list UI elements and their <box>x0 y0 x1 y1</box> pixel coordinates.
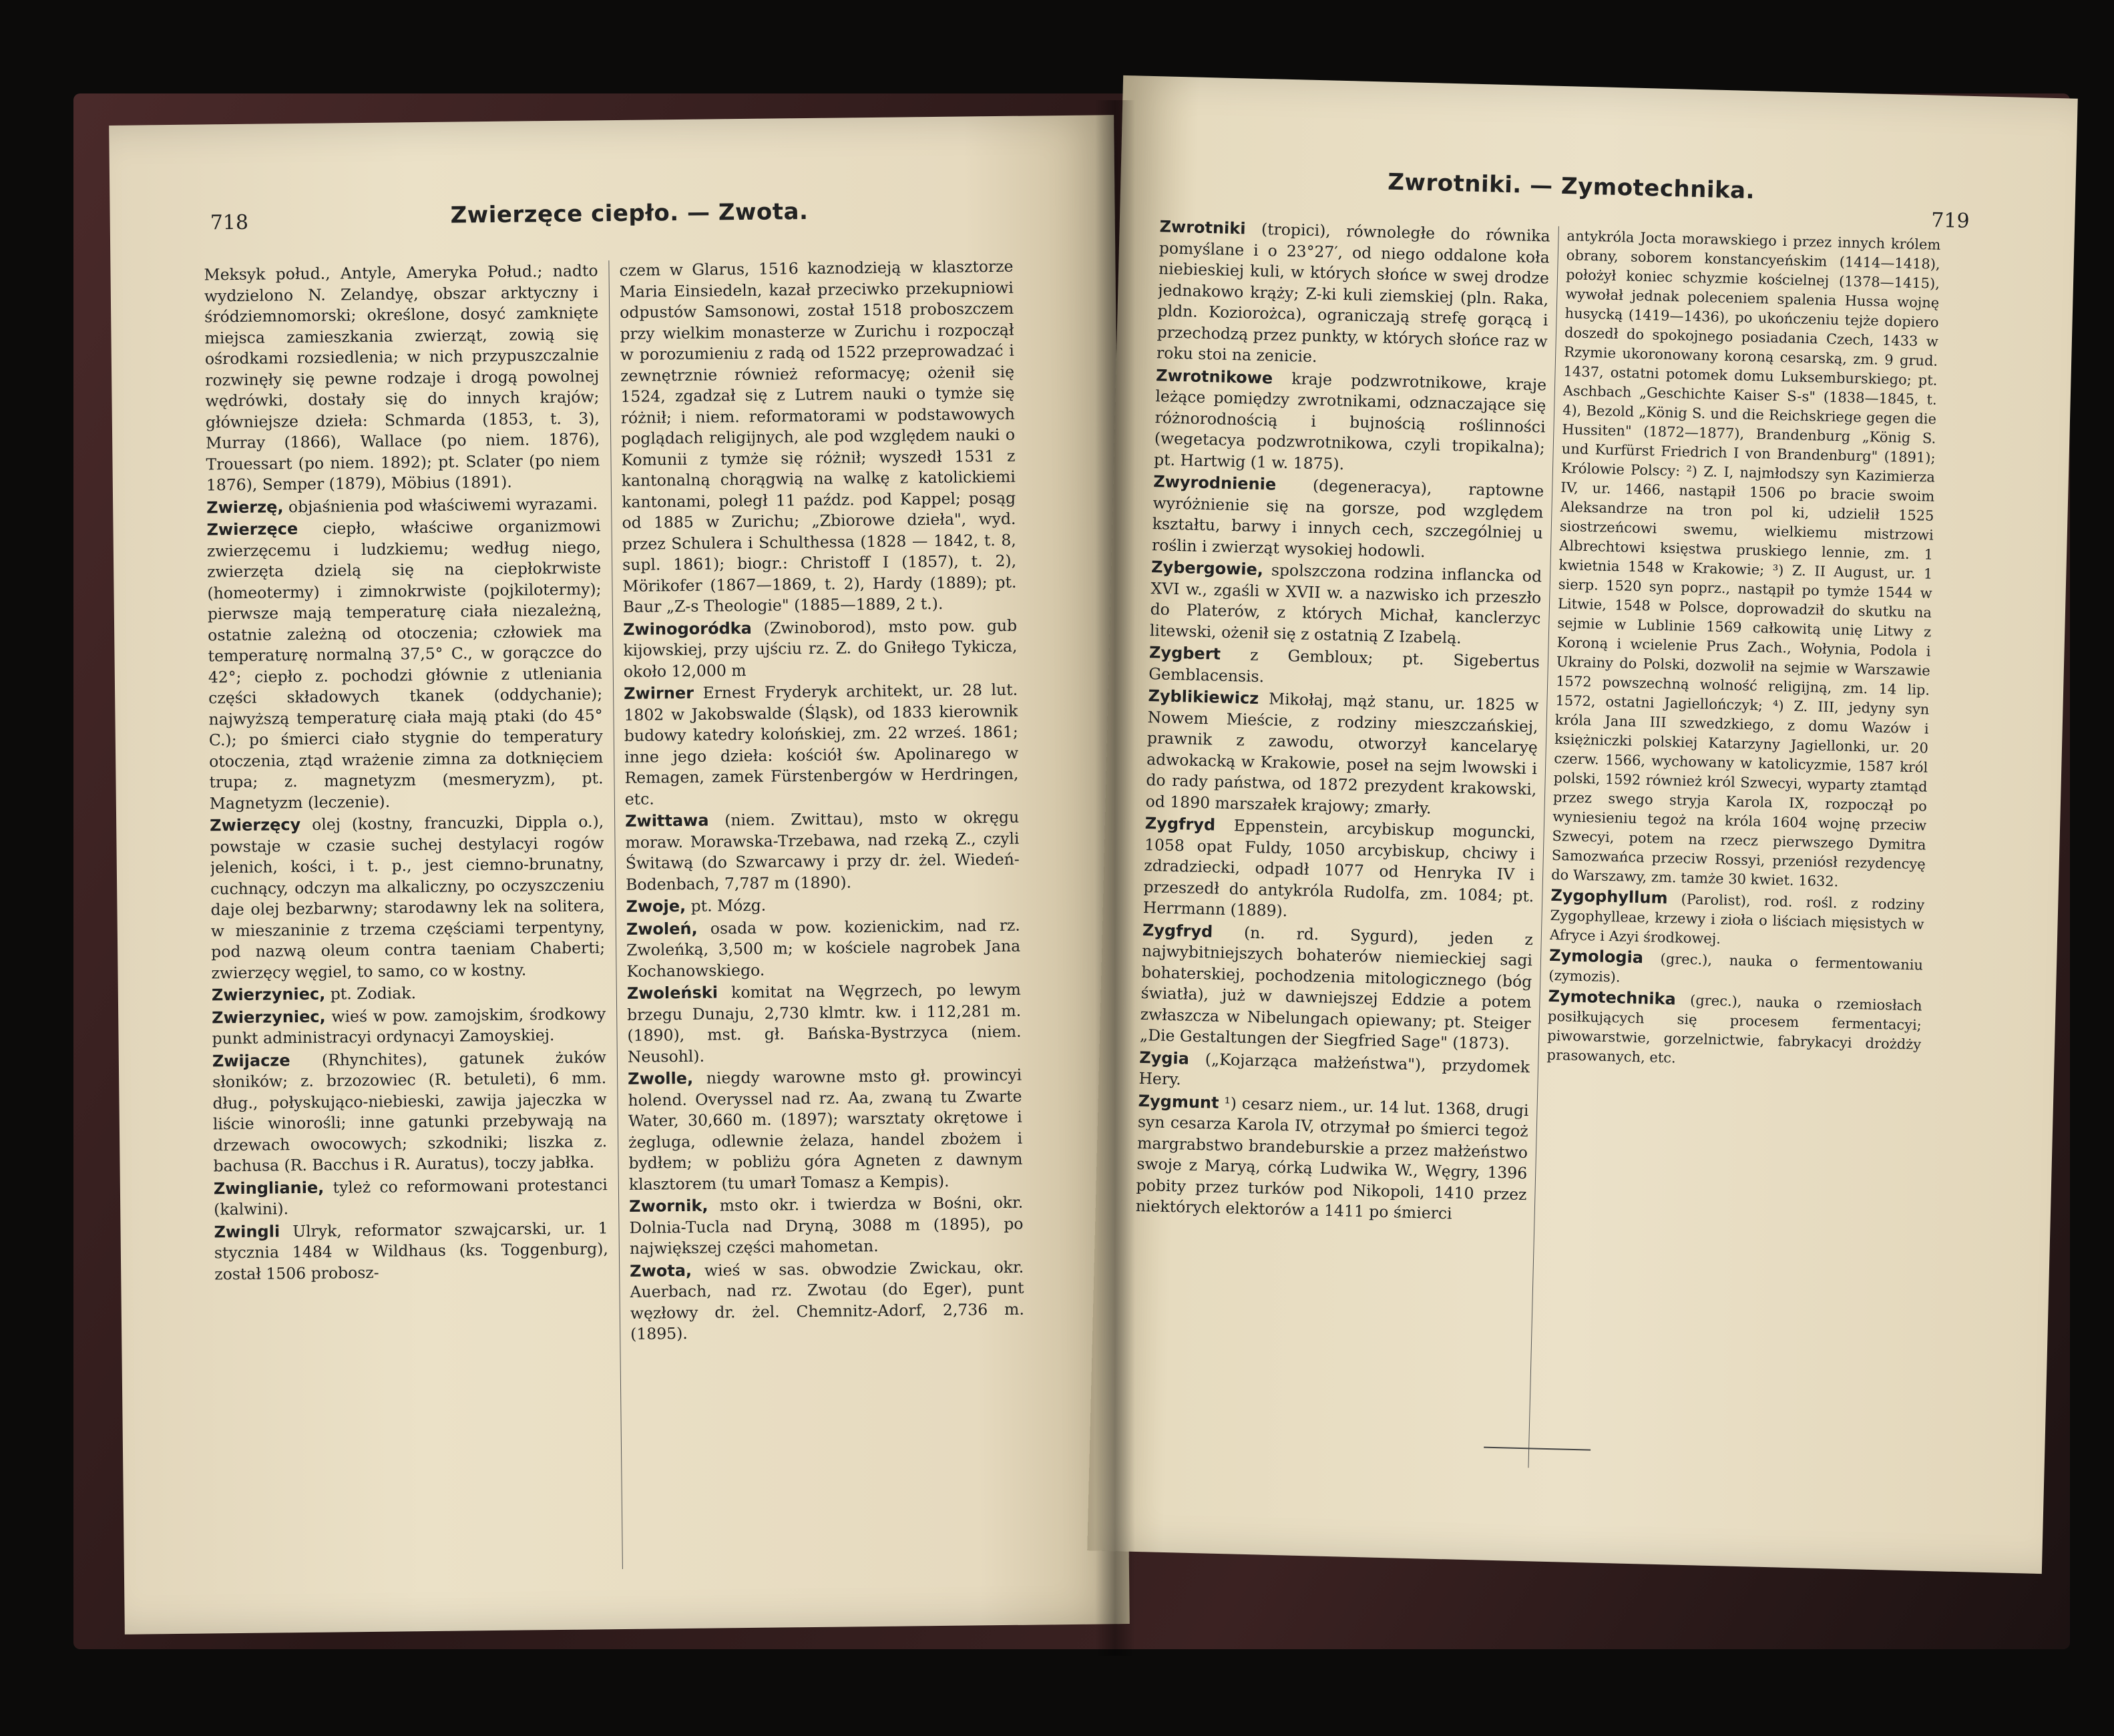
entry-text: Ulryk, reformator szwajcarski, ur. 1 stycznia 1484 w Wildhaus (ks. Toggenburg), został 1506 probosz- <box>214 1218 609 1283</box>
entry-text: (tropici), równoległe do równika pomyślane i o 23°27′, od niego oddalone koła niebieskiej kuli, w których słońce w swej drodze jednakowo krąży; Z-ki kuli ziemskiej (pln. Raka, pldn. Koziorożca), ograniczają strefę gorącą i przechodzą przez punkty, w których słońce raz w roku stoi na zenicie. <box>1156 219 1550 367</box>
entry-headword: Zwoje, <box>626 896 686 916</box>
dictionary-entry <box>626 893 1020 918</box>
entry-text: komitat na Węgrzech, po lewym brzegu Dunaju, 2,730 klmtr. kw. i 112,281 m. (1890), mst. gł. Bańska-Bystrzyca (niem. Neusohl). <box>627 980 1022 1066</box>
entry-headword: Zwrotnikowe <box>1155 365 1273 387</box>
right-column-2 <box>1536 226 1940 1477</box>
entry-headword: Zygfryd <box>1142 920 1213 941</box>
dictionary-entry <box>212 981 606 1006</box>
entry-text: („Kojarząca małżeństwa"), przydomek Hery. <box>1138 1049 1530 1089</box>
dictionary-entry <box>1135 1090 1528 1226</box>
entry-text: (Parolist), rod. rośl. z rodziny Zygophylleae, krzewy i zioła o liściach mięsistych w Afryce i Azyi środkowej. <box>1549 891 1925 947</box>
dictionary-entry <box>625 807 1020 895</box>
dictionary-entry <box>627 980 1022 1068</box>
entry-headword: Zwierzyniec, <box>212 1007 326 1027</box>
entry-text: Ernest Fryderyk architekt, ur. 28 lut. 1802 w Jakobswalde (Śląsk), od 1833 kierownik budowy katedry kolońskiej, zm. 22 wrześ. 1861; inne jego dzieła: kościół św. Apolinarego w Remagen, zamek Fürstenbergów w Herdringen, etc. <box>624 680 1019 809</box>
entry-text: pt. Zodiak. <box>330 984 417 1004</box>
entry-headword: Zwierzęcy <box>210 815 301 835</box>
dictionary-entry <box>630 1257 1024 1345</box>
entry-headword: Zwyrodnienie <box>1153 472 1277 494</box>
dictionary-entry <box>1140 919 1533 1055</box>
dictionary-entry <box>1548 946 1923 995</box>
entry-headword: Zygfryd <box>1144 813 1216 835</box>
left-column-2 <box>619 256 1026 1569</box>
entry-headword: Zygia <box>1138 1048 1190 1068</box>
entry-text: olej (kostny, francuzki, Dippla o.), powstaje w czasie suchej destylacyi rogów jelenich, kości, i t. p., jest ciemno-brunatny, cuchnący, odczyn ma alkaliczny, po oczyszczeniu daje olej bezbarwny; starodawny lek na solitera, w mieszaninie z trzema częściami terpentyny, pod nazwą oleum contra taeniam Chaberti; zwierzęcy węgiel, to samo, co w kostny. <box>210 812 606 982</box>
entry-headword: Zwierzę, <box>206 497 284 517</box>
entry-text: antykróla Jocta morawskiego i przez innych królem obrany, soborem konstancyeńskim (1414—1418), położył koniec schyzmie kościelnej (1378—1415), wywołał jednak poleceniem spalenia Hussa wojnę husycką (1419—1436), po ukończeniu tejże dopiero doszedł do spokojnego posiadania Czech, 1433 w Rzymie ukoronowany koroną cesarską, zm. 9 grud. 1437, ostatni potomek domu Luksemburskiego; pt. Aschbach „Geschichte Kaiser S-s" (1838—1845, t. 4), Bezold „König S. und die Reichskriege gegen die Hussiten" (1872—1877), Brandenburg „König S. und Kurfürst Friedrich I von Brandenburg" (1891); Królowie Polscy: ²) Z. I, najmłodszy syn Kazimierza IV, ur. 1466, nastąpił 1506 po bracie swoim Aleksandrze na tron pol ki, udzielił 1525 siostrzeńcowi swemu, wielkiemu mistrzowi Albrechtowi księstwa pruskiego lennie, zm. 1 kwietnia 1548 w Krakowie; ³) Z. II August, ur. 1 sierp. 1520 syn poprz., nastąpił po tymże 1544 w Litwie, 1548 w Polsce, doprowadził do skutku na sejmie w Lublinie 1569 całkowitą unię Litwy z Koroną i wcielenie Prus Zach., Wołynia, Podola i Ukrainy do Polski, dozwolił na sejmie w Warszawie 1572 powszechną wolność religijną, zm. 14 lip. 1572, ostatni Jagiellończyk; ⁴) Z. III, jedyny syn króla Jana III szwedzkiego, z domu Wazów i księżniczki polskiej Katarzyny Jagiellonki, ur. 20 czerw. 1566, wychowany w katolicyzmie, 1587 król polski, 1592 również król Szwecyi, wyparty ztamtąd przez swego stryja Karola IX, rozpoczął po wyniesieniu tegoż na króla 1604 wojnę przeciw Szwecyi, potem na rzecz pierwszego Dymitra Samozwańca przeciw Rossyi, przeniósł rezydencyę do Warszawy, zm. tamże 30 kwiet. 1632. <box>1550 228 1941 890</box>
dictionary-entry <box>212 1047 608 1177</box>
dictionary-entry <box>628 1065 1023 1195</box>
dictionary-entry <box>214 1218 608 1285</box>
entry-text: Meksyk połud., Antyle, Ameryka Połud.; nadto wydzielono N. Zelandyę, obszar arktyczny i śródziemnomorski; określone, dosyć zamknięte miejsca zamieszkania zwierząt, zowią się ośrodkami rozsiedlenia; w nich przypuszczalnie rozwinęły się pewne rodzaje i drogą powolnej wędrówki, dostały się do innych krajów; główniejsze dzieła: Schmarda (1853, t. 3), Murray (1866), Wallace (po niem. 1876), Trouessart (po niem. 1892); pt. Sclater (po niem 1876), Semper (1879), Möbius (1891). <box>204 261 600 495</box>
entry-headword: Zwinogoródka <box>623 618 752 639</box>
dictionary-entry <box>1550 886 1925 954</box>
entry-text: z Gembloux; pt. Sigebertus Gemblacensis. <box>1148 645 1540 686</box>
entry-text: (grec.), nauka o fermentowaniu (zymozis). <box>1548 950 1924 986</box>
dictionary-entry <box>623 615 1018 682</box>
entry-headword: Zymologia <box>1548 945 1644 967</box>
entry-text: ¹) cesarz niem., ur. 14 lut. 1368, drugi syn cesarza Karola IV, otrzymał po śmierci tegoż margrabstwo brandeburskie a przez małżeństwo swoje z Maryą, córką Ludwika W., Węgry, 1396 pobity przez turków pod Nikopoli, 1410 przez niektórych elektorów a 1411 po śmierci <box>1135 1093 1529 1223</box>
entry-headword: Zwrotniki <box>1159 217 1246 238</box>
dictionary-entry <box>1138 1047 1530 1098</box>
page-number: 718 <box>210 210 249 235</box>
entry-text: (degeneracya), raptowne wyróżnienie się na gorsze, pod względem kształtu, barwy i innych cech, szczególniej u roślin i zwierząt wysokiej hodowli. <box>1151 475 1544 561</box>
dictionary-entry <box>626 915 1021 982</box>
page-number: 719 <box>1930 208 1970 233</box>
entry-text: Mikołaj, mąż stanu, ur. 1825 w Nowem Mieście, z rodziny mieszczańskiej, prawnik z zawodu, otworzył kancelaryę adwokacką w Krakowie, poseł na sejm lwowski i do rady państwa, od 1872 prezydent krakowski, od 1890 marszałek krajowy; zmarły. <box>1145 689 1539 817</box>
dictionary-entry <box>212 1004 606 1050</box>
page-header: Zwierzęce ciepło. — Zwota. <box>450 198 809 229</box>
entry-headword: Zwierzęce <box>206 519 298 539</box>
dictionary-entry <box>629 1192 1024 1260</box>
dictionary-entry <box>1148 642 1540 694</box>
left-page <box>109 115 1130 1635</box>
entry-headword: Zwirner <box>624 683 694 703</box>
right-column-1 <box>1130 216 1550 1468</box>
dictionary-entry <box>1546 987 1922 1074</box>
left-column-1 <box>204 260 611 1573</box>
dictionary-entry <box>214 1174 608 1221</box>
dictionary-entry <box>206 493 600 519</box>
entry-text: msto okr. i twierdza w Bośni, okr. Dolnia-Tucla nad Dryną, 3088 m (1895), po największej części mahometan. <box>629 1192 1024 1258</box>
entry-text: tyleż co reformowani protestanci (kalwini). <box>214 1174 608 1219</box>
entry-headword: Zwornik, <box>629 1196 708 1216</box>
entry-text: (grec.), nauka o rzemiosłach posiłkujących się procesem fermentacyi; piwowarstwie, gorzelnictwie, fabrykacyi drożdży prasowanych, etc. <box>1546 992 1922 1066</box>
entry-headword: Zygmunt <box>1138 1091 1219 1112</box>
entry-headword: Zygophyllum <box>1550 885 1668 908</box>
entry-headword: Zwinglianie, <box>213 1178 325 1198</box>
entry-text: pt. Mózg. <box>690 895 767 915</box>
entry-text: wieś w sas. obwodzie Zwickau, okr. Auerbach, nad rz. Zwotau (do Eger), punt węzłowy dr. żel. Chemnitz-Adorf, 2,736 m. (1895). <box>630 1257 1024 1343</box>
entry-headword: Zwota, <box>630 1261 692 1281</box>
dictionary-entry <box>206 515 604 814</box>
entry-headword: Zwijacze <box>212 1050 290 1070</box>
entry-text: kraje podzwrotnikowe, kraje leżące pomiędzy zwrotnikami, odznaczające się różnorodnością i bujnością roślinności (wegetacya podzwrotnikowa, czyli tropikalna); pt. Hartwig (1 w. 1875). <box>1153 369 1547 473</box>
entry-headword: Zwoleń, <box>626 919 698 939</box>
dictionary-entry <box>1152 471 1544 565</box>
entry-text: ciepło, właściwe organizmowi zwierzęcemu i ludzkiemu; według niego, zwierzęta dzielą się na ciepłokrwiste (homeotermy) i zimnokrwiste (pojkilotermy); pierwsze mają temperaturę ciała niezależną, ostatnie zależną od otoczenia; człowiek ma temperaturę normalną 37,5° C., w gorączce do 42°; ciepło z. pochodzi głównie z utleniania części składowych tkanek (oddychanie); najwyższą temperaturę ciała mają ptaki (do 45° C.); po śmierci ciało stygnie do temperatury otoczenia, ztąd wrażenie zimna za dotknięciem trupa; z. magnetyzm (mesmeryzm), pt. Magnetyzm (leczenie). <box>206 516 604 813</box>
entry-text: osada w pow. kozienickim, nad rz. Zwoleńką, 3,500 m; w kościele nagrobek Jana Kochanowskiego. <box>626 915 1021 981</box>
entry-headword: Zwingli <box>214 1221 280 1241</box>
dictionary-entry <box>210 811 606 984</box>
entry-text: (n. rd. Sygurd), jeden z najwybitniejszych bohaterów niemieckiej sagi bohaterskiej, pochodzenia mitologicznego (bóg światła), już w dawniejszej Eddzie a potem zwłaszcza w Nibelungach opiewany; pt. Steiger „Die Gestaltungen der Siegfried Sage" (1873). <box>1139 923 1534 1054</box>
entry-headword: Zybergowie, <box>1150 558 1264 580</box>
book-gutter <box>1095 100 1135 1656</box>
dictionary-entry <box>1145 686 1538 821</box>
dictionary-entry <box>624 680 1019 810</box>
entry-headword: Zyblikiewicz <box>1148 686 1259 708</box>
entry-text: (Zwinoborod), msto pow. gub kijowskiej, przy ujściu rz. Z. do Gniłego Tykicza, około 12,000 m <box>623 616 1018 681</box>
entry-text: czem w Glarus, 1516 kaznodzieją w klasztorze Maria Einsiedeln, kazał przeciwko przekupniowi odpustów Samsonowi, został 1518 proboszczem przy wielkim monasterze w Zurichu i rozpoczął w porozumieniu z radą od 1522 przeprowadzać i zewnętrznie również reformacyę; ożenił się 1524, zgadzał się z Lutrem nauki o tymże się różnił; i niem. reformatorami w podstawowych poglądach religijnych, ale pod względem nauki o Komunii z tymże się różnił; wyszedł 1531 z kantonalną chorągwią na walkę z katolickiemi kantonami, poległ 11 paźdz. pod Kappel; posąg od 1885 w Zurichu; „Zbiorowe dzieła", wyd. przez Schulera i Schulthessa (1828 — 1842, t. 8, supl. 1861); biogr.: Christoff I (1857), t. 2), Mörikofer (1867—1869, t. 2), Hardy (1889); pt. Baur „Z-s Theologie" (1885—1889, 2 t.). <box>619 256 1017 616</box>
entry-text: niegdy warowne msto gł. prowincyi holend. Overyssel nad rz. Aa, zwaną tu Zwarte Water, 30,660 m. (1897); warsztaty okrętowe i żegluga, odlewnie żelaza, handel zbożem i bydłem; w pobliżu góra Agneten z dawnym klasztorem (tu umarł Tomasz a Kempis). <box>628 1065 1023 1194</box>
entry-text: (Rhynchites), gatunek żuków słoników; z. brzozowiec (R. betuleti), 6 mm. dług., połyskująco-niebieski, zawija jajeczka w liście winorośli; inne gatunki przebywają na drzewach owocowych; szkodniki; liszka z. bachusa (R. Bacchus i R. Auratus), toczy jabłka. <box>212 1047 608 1176</box>
dictionary-entry <box>204 260 600 496</box>
dictionary-entry <box>1156 216 1550 373</box>
entry-text: Eppenstein, arcybiskup moguncki, 1058 opat Fuldy, 1050 arcybiskup, chciwy i zdradziecki, odpadł 1077 od Henryka IV i przeszedł do antykróla Rudolfa, zm. 1084; pt. Herrmann (1889). <box>1142 816 1536 921</box>
dictionary-entry <box>1150 557 1542 650</box>
dictionary-entry <box>1142 813 1536 928</box>
entry-headword: Zwittawa <box>625 811 709 831</box>
right-page <box>1087 75 2078 1574</box>
entry-headword: Zygbert <box>1148 643 1221 664</box>
entry-text: (niem. Zwittau), msto w okręgu moraw. Morawska-Trzebawa, nad rzeką Z., czyli Świtawą (do Szwarcawy i przy dr. żel. Wiedeń-Bodenbach, 7,787 m (1890). <box>625 807 1020 894</box>
entry-headword: Zwolle, <box>628 1068 694 1088</box>
entry-headword: Zwierzyniec, <box>211 984 326 1005</box>
entry-headword: Zwoleński <box>626 983 718 1003</box>
dictionary-entry <box>1551 226 1941 893</box>
entry-headword: Zymotechnika <box>1548 986 1677 1009</box>
dictionary-entry <box>619 256 1017 618</box>
page-header: Zwrotniki. — Zymotechnika. <box>1387 168 1755 205</box>
entry-text: wieś w pow. zamojskim, środkowy punkt administracyi ordynacyi Zamoyskiej. <box>212 1004 606 1048</box>
entry-text: spolszczona rodzina inflancka od XVI w., zgaśli w XVII w. a nazwisko ich przeszło do Platerów, z których Michał, kanclerzyc litewski, ożenił się z ostatnią Z Izabelą. <box>1149 560 1542 647</box>
dictionary-entry <box>1154 365 1547 480</box>
entry-text: objaśnienia pod właściwemi wyrazami. <box>288 493 598 516</box>
